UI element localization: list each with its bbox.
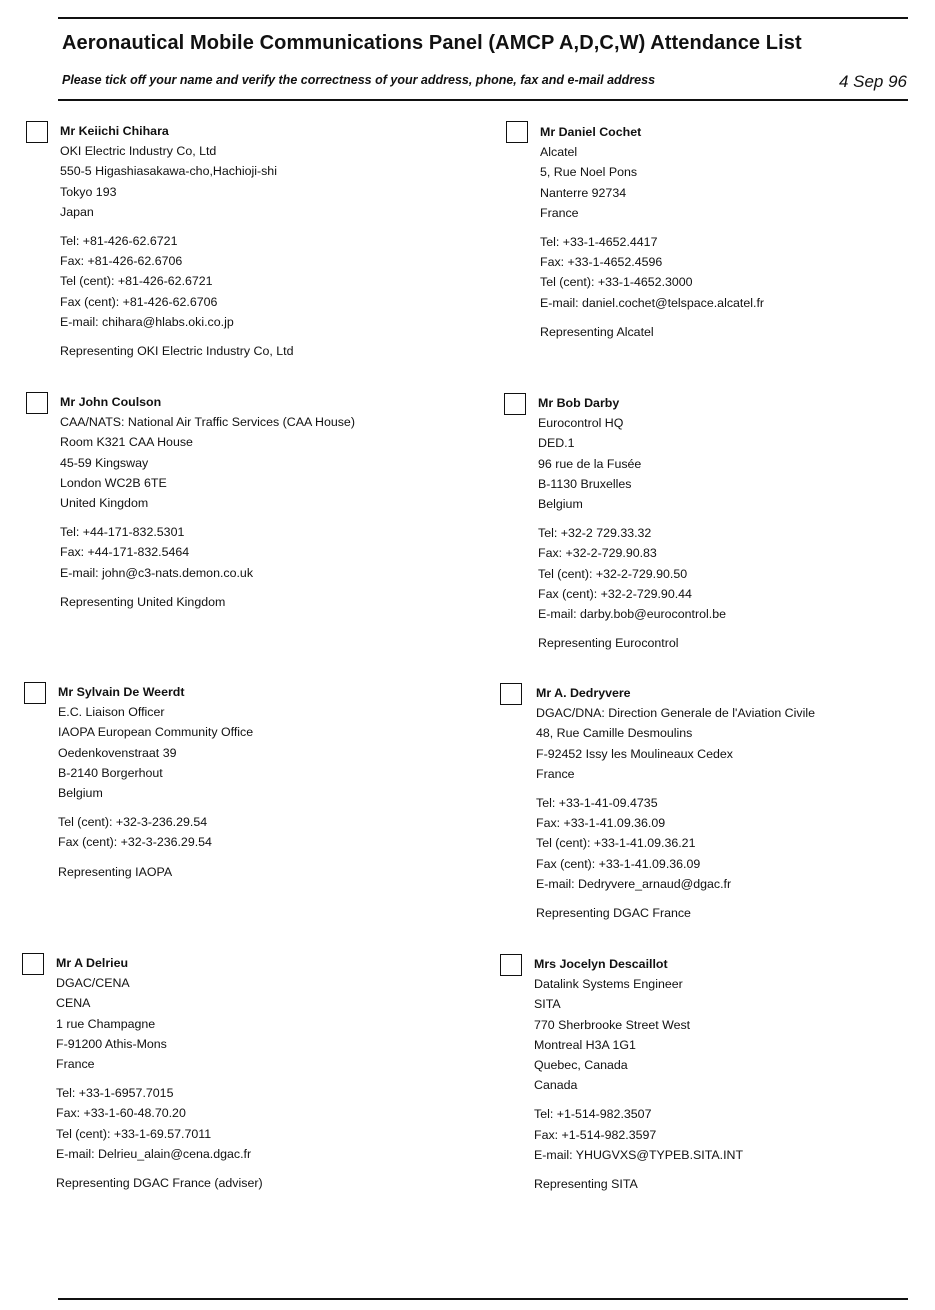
address-line: Datalink Systems Engineer	[534, 977, 683, 992]
instructions-text: Please tick off your name and verify the correctness of your address, phone, fax and e-mail address	[62, 73, 656, 87]
address-line: Japan	[60, 204, 94, 219]
address-line: F-92452 Issy les Moulineaux Cedex	[536, 746, 733, 761]
address-line: DGAC/DNA: Direction Generale de l'Aviation Civile	[536, 706, 815, 721]
address-line: Belgium	[58, 786, 103, 801]
spacer	[60, 513, 355, 522]
address-line: 1 rue Champagne	[56, 1016, 156, 1031]
contact-line: Fax: +81-426-62.6706	[60, 254, 183, 269]
representing-line: Representing IAOPA	[58, 864, 173, 879]
contact-line: E-mail: john@c3-nats.demon.co.uk	[60, 565, 254, 580]
address-line: London WC2B 6TE	[60, 475, 167, 490]
attendance-checkbox[interactable]	[500, 954, 522, 976]
address-line: Oedenkovenstraat 39	[58, 745, 177, 760]
address-line: Nanterre 92734	[540, 185, 627, 200]
address-line: 5, Rue Noel Pons	[540, 165, 638, 180]
attendee-entry	[60, 121, 293, 361]
attendee-name: Mr Sylvain De Weerdt	[58, 685, 185, 699]
address-line: 45-59 Kingsway	[60, 455, 149, 470]
contact-line: Fax: +1-514-982.3597	[534, 1127, 657, 1142]
address-line: B-2140 Borgerhout	[58, 765, 163, 780]
spacer	[536, 784, 815, 793]
document-date: 4 Sep 96	[838, 72, 907, 91]
contact-line: Fax: +44-171-832.5464	[60, 545, 190, 560]
contact-line: Fax (cent): +81-426-62.6706	[60, 294, 218, 309]
contact-line: Tel (cent): +33-1-69.57.7011	[56, 1126, 212, 1141]
representing-line: Representing DGAC France	[536, 906, 691, 921]
address-line: SITA	[534, 997, 561, 1012]
address-line: DED.1	[538, 436, 575, 451]
attendee-name: Mr Keiichi Chihara	[60, 124, 169, 138]
attendee-name: Mr A Delrieu	[56, 956, 129, 970]
contact-line: Fax: +33-1-41.09.36.09	[536, 816, 666, 831]
contact-line: Tel: +33-1-6957.7015	[56, 1086, 174, 1101]
contact-line: Tel: +44-171-832.5301	[60, 525, 185, 540]
spacer	[60, 222, 293, 231]
spacer	[60, 583, 355, 592]
representing-line: Representing United Kingdom	[60, 594, 226, 609]
address-line: France	[56, 1057, 95, 1072]
spacer	[538, 514, 726, 523]
contact-line: Tel: +81-426-62.6721	[60, 234, 178, 249]
spacer	[540, 313, 764, 322]
address-line: Alcatel	[540, 145, 578, 160]
contact-line: E-mail: Dedryvere_arnaud@dgac.fr	[536, 876, 732, 891]
address-line: DGAC/CENA	[56, 976, 130, 991]
address-line: 770 Sherbrooke Street West	[534, 1017, 691, 1032]
address-line: IAOPA European Community Office	[58, 725, 254, 740]
header-rule	[58, 99, 908, 101]
address-line: F-91200 Athis-Mons	[56, 1036, 167, 1051]
top-rule	[58, 17, 908, 19]
bottom-rule	[58, 1298, 908, 1300]
attendance-checkbox[interactable]	[22, 953, 44, 975]
contact-line: Tel (cent): +81-426-62.6721	[60, 274, 213, 289]
address-line: France	[536, 766, 575, 781]
contact-line: Fax: +33-1-60-48.70.20	[56, 1106, 186, 1121]
contact-line: Tel (cent): +33-1-4652.3000	[540, 275, 693, 290]
contact-line: E-mail: chihara@hlabs.oki.co.jp	[60, 314, 234, 329]
attendee-name: Mrs Jocelyn Descaillot	[534, 957, 668, 971]
attendee-entry	[58, 682, 253, 882]
address-line: Eurocontrol HQ	[538, 416, 624, 431]
attendee-entry	[56, 953, 263, 1193]
attendee-entry	[536, 683, 815, 923]
spacer	[534, 1095, 743, 1104]
spacer	[534, 1165, 743, 1174]
contact-line: E-mail: darby.bob@eurocontrol.be	[538, 607, 726, 622]
spacer	[56, 1074, 263, 1083]
attendance-checkbox[interactable]	[504, 393, 526, 415]
contact-line: Tel (cent): +32-2-729.90.50	[538, 566, 688, 581]
spacer	[56, 1164, 263, 1173]
attendance-checkbox[interactable]	[26, 121, 48, 143]
contact-line: E-mail: Delrieu_alain@cena.dgac.fr	[56, 1146, 252, 1161]
spacer	[60, 332, 293, 341]
address-line: Room K321 CAA House	[60, 435, 193, 450]
contact-line: E-mail: YHUGVXS@TYPEB.SITA.INT	[534, 1147, 744, 1162]
address-line: 550-5 Higashiasakawa-cho,Hachioji-shi	[60, 164, 277, 179]
representing-line: Representing DGAC France (adviser)	[56, 1176, 263, 1191]
attendee-entry	[540, 122, 764, 342]
spacer	[538, 624, 726, 633]
address-line: France	[540, 205, 579, 220]
contact-line: Tel: +32-2 729.33.32	[538, 526, 652, 541]
address-line: Tokyo 193	[60, 184, 117, 199]
address-line: Belgium	[538, 497, 583, 512]
address-line: CENA	[56, 996, 91, 1011]
attendee-entry	[60, 392, 355, 612]
contact-line: Tel: +1-514-982.3507	[534, 1107, 652, 1122]
representing-line: Representing OKI Electric Industry Co, Ltd	[60, 344, 294, 359]
contact-line: E-mail: daniel.cochet@telspace.alcatel.fr	[540, 295, 765, 310]
attendee-name: Mr Bob Darby	[538, 396, 620, 410]
contact-line: Fax: +32-2-729.90.83	[538, 546, 657, 561]
contact-line: Tel: +33-1-4652.4417	[540, 235, 658, 250]
contact-line: Fax (cent): +32-3-236.29.54	[58, 835, 212, 850]
spacer	[540, 223, 764, 232]
representing-line: Representing SITA	[534, 1177, 638, 1192]
attendee-name: Mr A. Dedryvere	[536, 686, 631, 700]
address-line: CAA/NATS: National Air Traffic Services (CAA House)	[60, 415, 355, 430]
spacer	[58, 803, 253, 812]
contact-line: Tel: +33-1-41-09.4735	[536, 796, 658, 811]
address-line: United Kingdom	[60, 496, 149, 511]
page-title: Aeronautical Mobile Communications Panel (AMCP A,D,C,W) Attendance List	[62, 32, 802, 54]
attendee-name: Mr Daniel Cochet	[540, 125, 642, 139]
attendance-checkbox[interactable]	[24, 682, 46, 704]
address-line: 48, Rue Camille Desmoulins	[536, 726, 693, 741]
representing-line: Representing Alcatel	[540, 324, 654, 339]
contact-line: Tel (cent): +33-1-41.09.36.21	[536, 836, 696, 851]
contact-line: Fax: +33-1-4652.4596	[540, 255, 663, 270]
address-line: 96 rue de la Fusée	[538, 456, 642, 471]
address-line: Montreal H3A 1G1	[534, 1037, 636, 1052]
contact-line: Tel (cent): +32-3-236.29.54	[58, 815, 208, 830]
address-line: Quebec, Canada	[534, 1058, 628, 1073]
attendee-entry	[538, 393, 726, 653]
address-line: OKI Electric Industry Co, Ltd	[60, 144, 217, 159]
representing-line: Representing Eurocontrol	[538, 636, 679, 651]
attendance-checkbox[interactable]	[506, 121, 528, 143]
attendee-name: Mr John Coulson	[60, 395, 162, 409]
attendee-entry	[534, 954, 743, 1194]
attendance-checkbox[interactable]	[500, 683, 522, 705]
contact-line: Fax (cent): +33-1-41.09.36.09	[536, 856, 701, 871]
spacer	[536, 894, 815, 903]
spacer	[58, 853, 253, 862]
address-line: E.C. Liaison Officer	[58, 705, 165, 720]
address-line: Canada	[534, 1078, 578, 1093]
attendance-checkbox[interactable]	[26, 392, 48, 414]
address-line: B-1130 Bruxelles	[538, 476, 632, 491]
contact-line: Fax (cent): +32-2-729.90.44	[538, 586, 692, 601]
